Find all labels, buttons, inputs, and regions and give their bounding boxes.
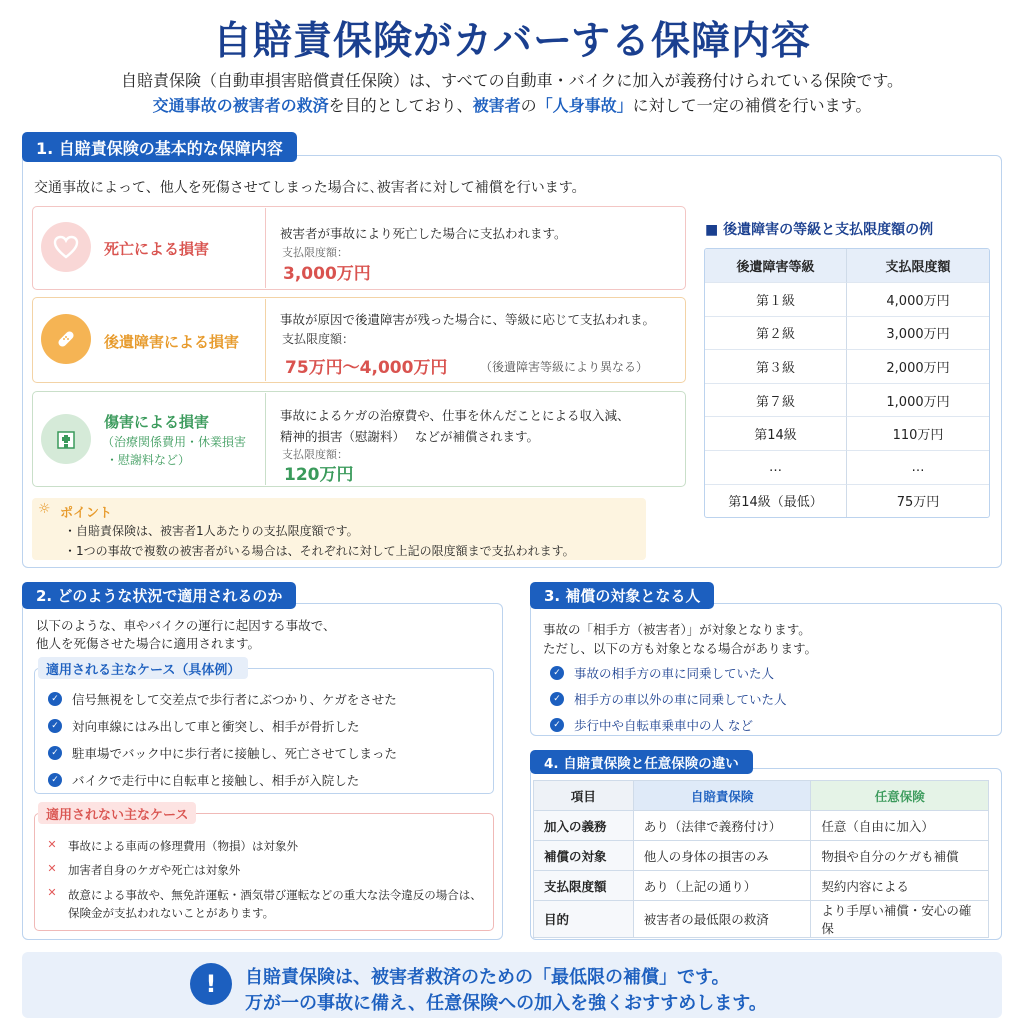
check-icon: ✓ xyxy=(550,666,564,680)
limit-cell: … xyxy=(847,451,989,485)
injury-description-2 xyxy=(280,427,539,445)
grade-cell: … xyxy=(705,451,847,485)
covered-person-list xyxy=(550,664,787,734)
after-effects-amount: 75万円～4,000万円 xyxy=(285,358,448,378)
after-effects-limit-label: 支払限度額： xyxy=(282,332,355,346)
applicable-case xyxy=(48,717,397,735)
limit-cell: 75万円 xyxy=(847,485,989,518)
injury-amount: 120万円 xyxy=(284,465,354,485)
intro-highlight-victim: 被害者 xyxy=(472,96,521,115)
summary-line-1: 自賠責保険は、被害者救済のための「最低限の補償」です。 xyxy=(245,967,730,988)
section-2-lead-1: 以下のような、車やバイクの運行に起因する事故で、 xyxy=(36,618,336,633)
comparison-table xyxy=(533,780,989,938)
death-title: 死亡による損害 xyxy=(104,240,210,258)
after-effects-title: 後遺障害による損害 xyxy=(104,333,240,351)
check-icon: ✓ xyxy=(550,692,564,706)
section-1-lead: 交通事故によって、他人を死傷させてしまった場合に､被害者に対して補償を行います。 xyxy=(34,180,586,196)
applicable-cases-list xyxy=(48,690,397,789)
check-icon: ✓ xyxy=(550,718,564,732)
covered-person-text: 相手方の車以外の車に同乗していた人 xyxy=(574,692,787,707)
intro-highlight-injury: 「人身事故」 xyxy=(536,96,633,115)
comparison-row xyxy=(534,841,989,871)
excluded-case-text-line: 保険金が支払われないことがあります。 xyxy=(68,906,275,920)
page-title: 自賠責保険がカバーする保障内容 xyxy=(212,19,812,64)
card-divider xyxy=(265,208,266,288)
cross-icon: ✕ xyxy=(47,837,57,851)
comparison-header-voluntary: 任意保険 xyxy=(811,781,989,811)
grade-table-row xyxy=(705,451,989,485)
applicable-case-text: 対向車線にはみ出して車と衝突し、相手が骨折した xyxy=(72,719,360,734)
intro-text: を目的としており、 xyxy=(328,96,473,115)
covered-person-text: 事故の相手方の車に同乗していた人 xyxy=(574,666,775,681)
covered-person xyxy=(550,716,787,734)
lightbulb-icon: ☼ xyxy=(38,501,51,517)
comparison-item-cell: 補償の対象 xyxy=(534,841,634,871)
comparison-voluntary-cell: 契約内容による xyxy=(811,871,989,901)
injury-description-text: などが補償されます。 xyxy=(415,429,540,444)
comparison-compulsory-cell: あり（上記の通り） xyxy=(633,871,811,901)
covered-person-text: 歩行中や自転車乗車中の人 など xyxy=(574,718,753,733)
grade-cell: 第14級 xyxy=(705,417,847,451)
excluded-case-text: 事故による車両の修理費用（物損）は対象外 xyxy=(68,839,298,853)
injury-limit-label: 支払限度額： xyxy=(282,448,348,461)
comparison-item-cell: 加入の義務 xyxy=(534,811,634,841)
applicable-case xyxy=(48,744,397,762)
grade-cell: 第３級 xyxy=(705,350,847,384)
after-effects-description: 事故が原因で後遺障害が残った場合に、等級に応じて支払われま。 xyxy=(280,312,656,327)
applicable-case-text: 信号無視をして交差点で歩行者にぶつかり、ケガをさせた xyxy=(72,692,397,707)
limit-cell: 2,000万円 xyxy=(847,350,989,384)
grade-table-row xyxy=(705,417,989,451)
excluded-case xyxy=(46,886,482,922)
death-limit-label: 支払限度額： xyxy=(282,246,348,259)
grade-table xyxy=(704,248,990,518)
covered-person xyxy=(550,664,787,682)
intro-line-2 xyxy=(0,93,1024,116)
limit-cell: 4,000万円 xyxy=(847,283,989,317)
excluded-case xyxy=(46,862,240,878)
comparison-voluntary-cell: 任意（自由に加入） xyxy=(811,811,989,841)
grade-cell: 第２級 xyxy=(705,317,847,351)
comparison-compulsory-cell: 他人の身体の損害のみ xyxy=(633,841,811,871)
injury-description-text: 精神的損害（慰謝料） xyxy=(280,429,406,444)
comparison-voluntary-cell: より手厚い補償・安心の確保 xyxy=(811,901,989,938)
card-divider xyxy=(265,299,266,381)
section-3-lead-1: 事故の「相手方（被害者）」が対象となります。 xyxy=(543,622,811,637)
covered-person xyxy=(550,690,787,708)
comparison-compulsory-cell: 被害者の最低限の救済 xyxy=(633,901,811,938)
excluded-case-text xyxy=(68,886,482,922)
comparison-row xyxy=(534,871,989,901)
grade-table-heading: ■ 後遺障害の等級と支払限度額の例 xyxy=(705,222,934,238)
cross-icon: ✕ xyxy=(47,861,57,875)
comparison-item-cell: 支払限度額 xyxy=(534,871,634,901)
injury-description-1: 事故によるケガの治療費や、仕事を休んだことによる収入減、 xyxy=(280,408,630,423)
injury-subtitle-1: （治療関係費用・休業損害 xyxy=(102,435,247,449)
section-4-tab: 4. 自賠責保険と任意保険の違い xyxy=(530,750,753,774)
grade-header-limit: 支払限度額 xyxy=(847,249,989,283)
grade-table-row xyxy=(705,317,989,351)
grade-cell: 第７級 xyxy=(705,384,847,418)
excluded-case xyxy=(46,838,298,854)
grade-table-row xyxy=(705,485,989,518)
point-bullet-2: ・1つの事故で複数の被害者がいる場合は、それぞれに対して上記の限度額まで支払われます。 xyxy=(64,544,575,558)
death-description: 被害者が事故により死亡した場合に支払われます。 xyxy=(280,226,567,241)
summary-line-2: 万が一の事故に備え、任意保険への加入を強くおすすめします。 xyxy=(245,993,767,1014)
applicable-case xyxy=(48,771,397,789)
after-effects-note: （後遺障害等級により異なる） xyxy=(480,360,649,374)
grade-table-row xyxy=(705,384,989,418)
excluded-cases-title: 適用されない主なケース xyxy=(38,802,196,824)
section-3-tab: 3. 補償の対象となる人 xyxy=(530,582,714,609)
comparison-header-item: 項目 xyxy=(534,781,634,811)
check-icon: ✓ xyxy=(48,773,62,787)
point-bullet-1: ・自賠責保険は、被害者1人あたりの支払限度額です。 xyxy=(64,524,359,538)
injury-subtitle-2: ・慰謝料など） xyxy=(106,453,191,467)
death-amount: 3,000万円 xyxy=(283,264,371,284)
cross-icon: ✕ xyxy=(47,885,57,899)
check-icon: ✓ xyxy=(48,692,62,706)
limit-cell: 110万円 xyxy=(847,417,989,451)
applicable-case-text: バイクで走行中に自転車と接触し、相手が入院した xyxy=(72,773,360,788)
intro-text: に対して一定の補償を行います。 xyxy=(632,96,872,115)
comparison-item-cell: 目的 xyxy=(534,901,634,938)
applicable-case-text: 駐車場でバック中に歩行者に接触し、死亡させてしまった xyxy=(72,746,398,761)
comparison-voluntary-cell: 物損や自分のケガも補償 xyxy=(811,841,989,871)
check-icon: ✓ xyxy=(48,719,62,733)
comparison-row xyxy=(534,811,989,841)
excluded-case-text-line: 故意による事故や、無免許運転・酒気帯び運転などの重大な法令違反の場合は、 xyxy=(68,888,482,902)
section-3-lead-2: ただし、以下の方も対象となる場合があります。 xyxy=(543,641,818,656)
check-icon: ✓ xyxy=(48,746,62,760)
intro-text: の xyxy=(520,96,537,115)
intro-highlight-rescue: 交通事故の被害者の救済 xyxy=(152,96,329,115)
comparison-header-row xyxy=(534,781,989,811)
card-divider xyxy=(265,393,266,485)
section-2-tab: 2. どのような状況で適用されるのか xyxy=(22,582,296,609)
comparison-compulsory-cell: あり（法律で義務付け） xyxy=(633,811,811,841)
point-title: ポイント xyxy=(60,506,113,521)
injury-title: 傷害による損害 xyxy=(104,413,210,431)
intro-line-1: 自賠責保険（自動車損害賠償責任保険）は、すべての自動車・バイクに加入が義務付けられている保険です。 xyxy=(120,71,904,90)
excluded-case-text: 加害者自身のケガや死亡は対象外 xyxy=(68,863,241,877)
section-1-tab: 1. 自賠責保険の基本的な保障内容 xyxy=(22,132,297,162)
limit-cell: 3,000万円 xyxy=(847,317,989,351)
bandage-icon xyxy=(41,314,91,364)
comparison-header-compulsory: 自賠責保険 xyxy=(633,781,811,811)
limit-cell: 1,000万円 xyxy=(847,384,989,418)
hospital-icon xyxy=(41,414,91,464)
grade-cell: 第１級 xyxy=(705,283,847,317)
applicable-cases-title: 適用される主なケース（具体例） xyxy=(38,657,248,679)
grade-header-grade: 後遺障害等級 xyxy=(705,249,847,283)
grade-cell: 第14級（最低） xyxy=(705,485,847,518)
heart-icon xyxy=(41,222,91,272)
comparison-row xyxy=(534,901,989,938)
grade-table-row xyxy=(705,283,989,317)
grade-table-row xyxy=(705,350,989,384)
section-2-lead-2: 他人を死傷させた場合に適用されます。 xyxy=(36,636,261,651)
exclamation-icon: ! xyxy=(190,963,232,1005)
applicable-case xyxy=(48,690,397,708)
grade-table-header xyxy=(705,249,989,283)
